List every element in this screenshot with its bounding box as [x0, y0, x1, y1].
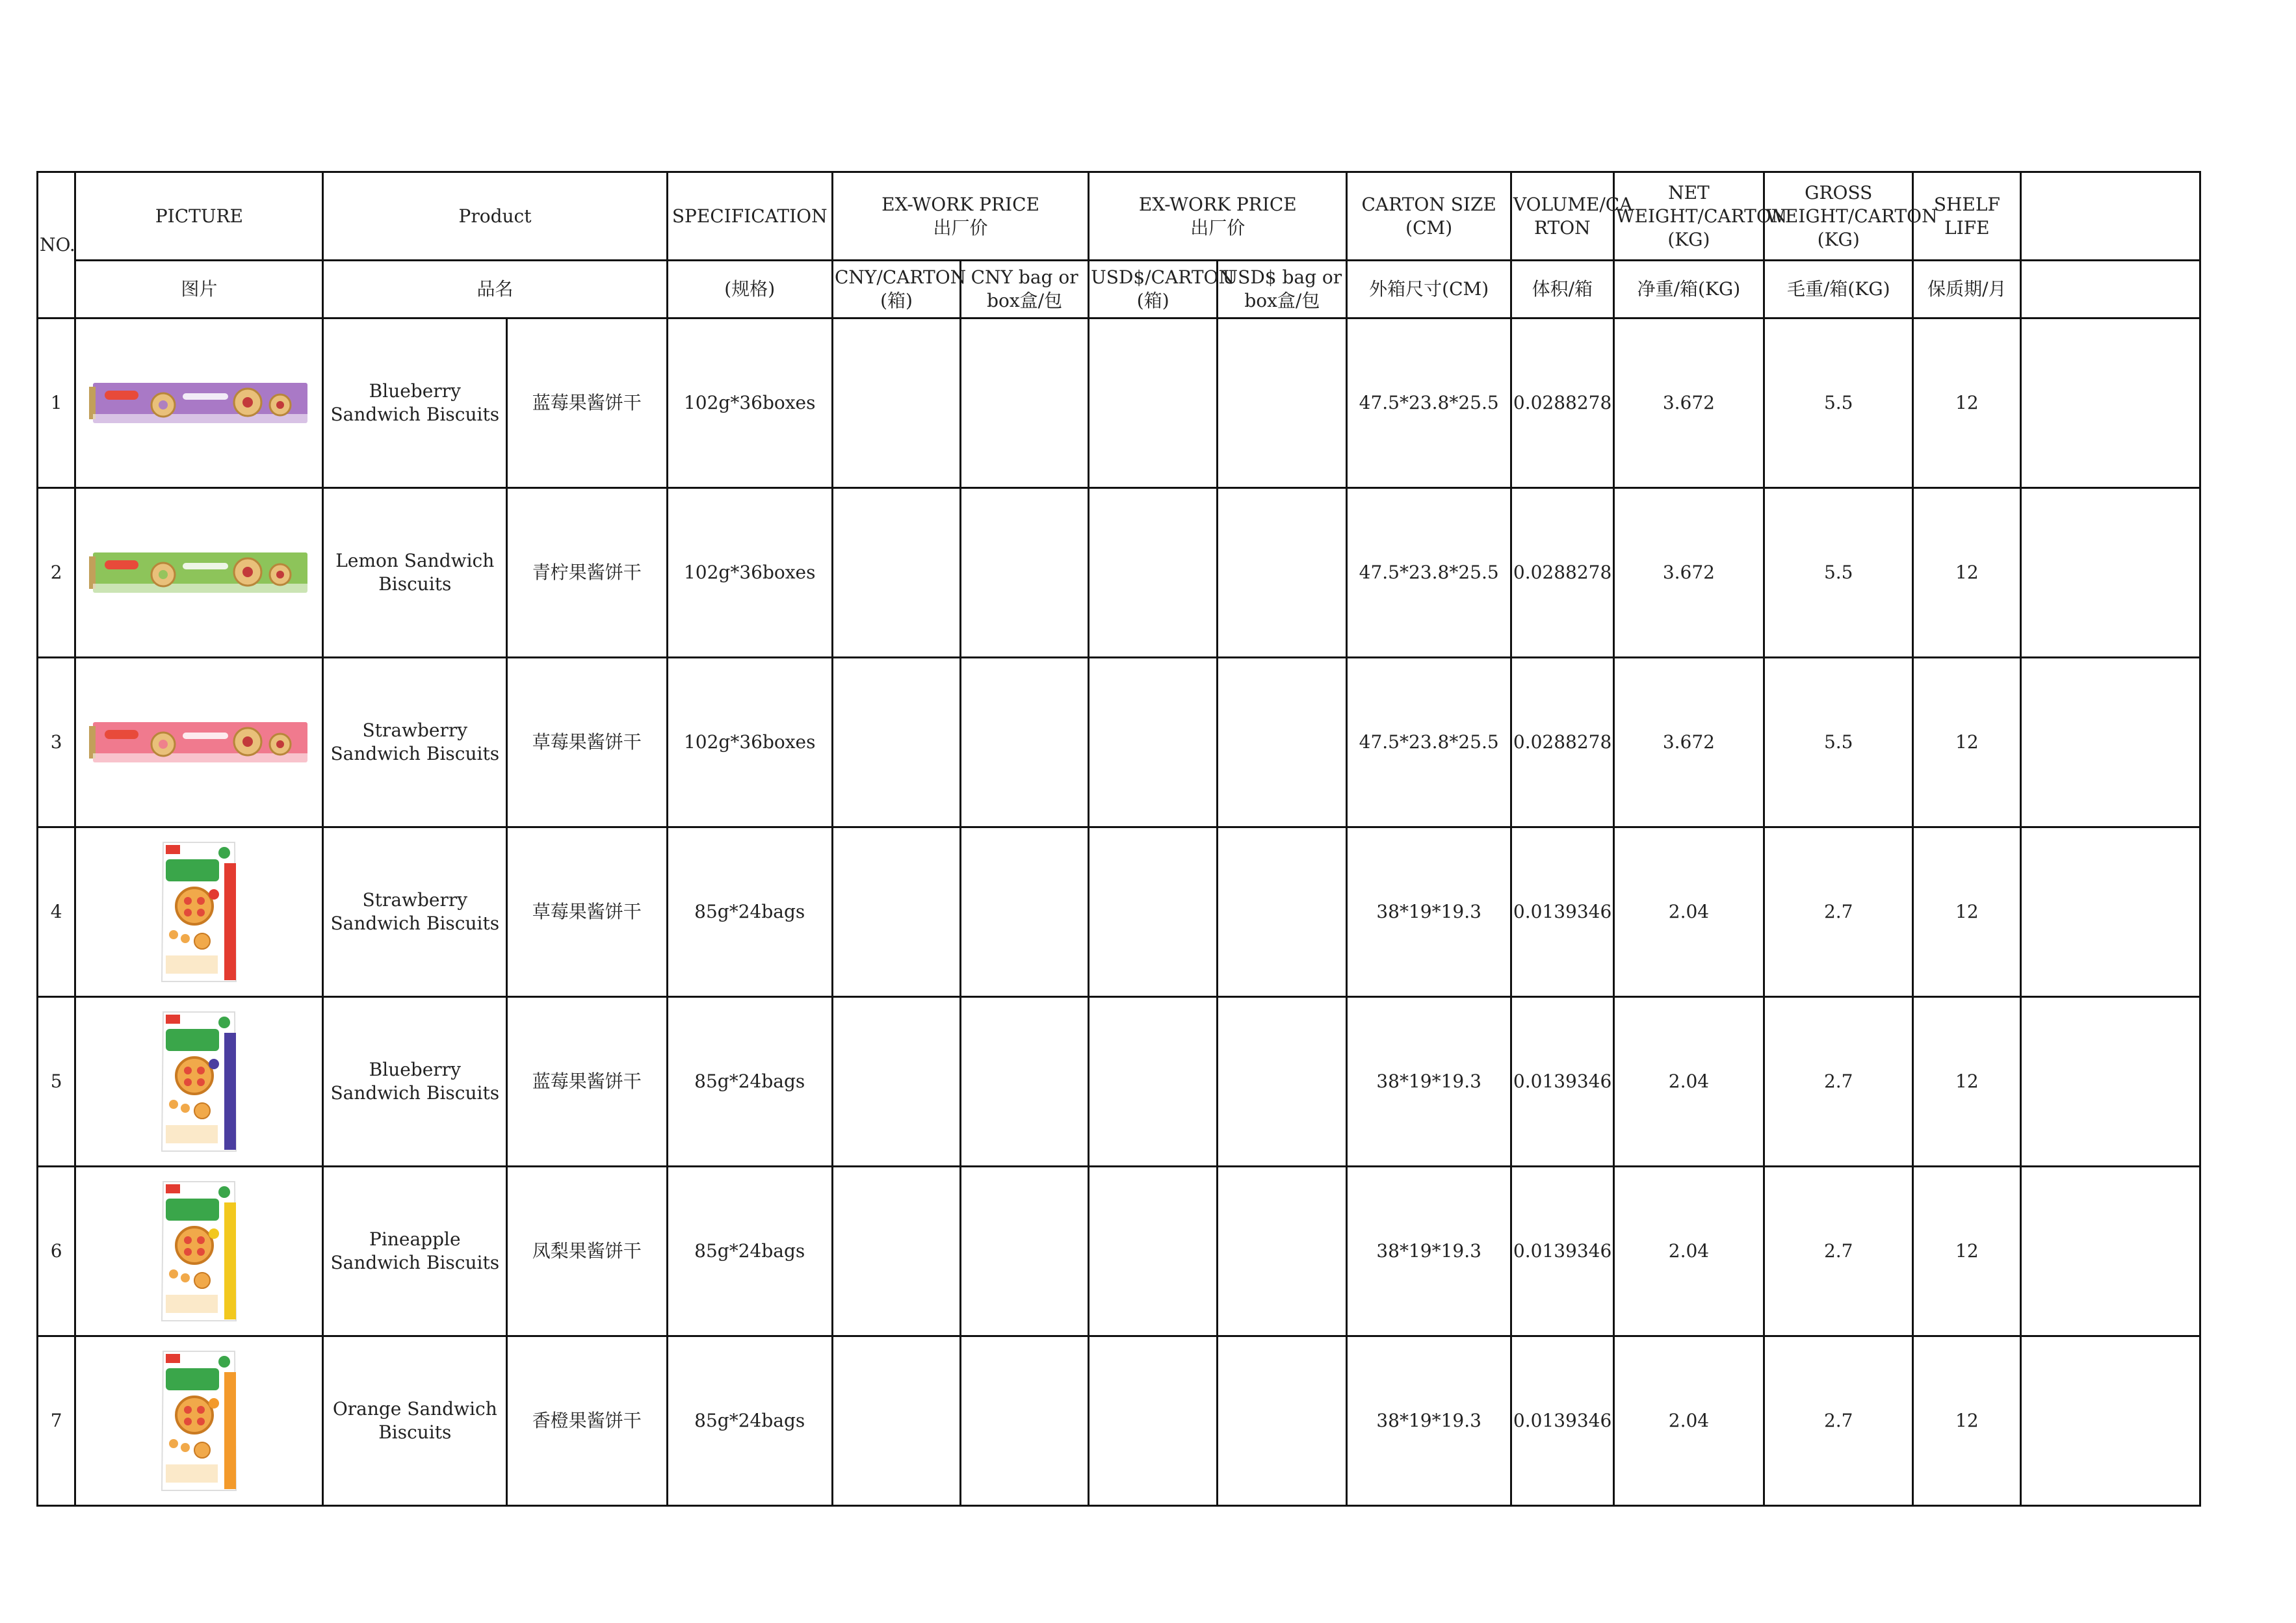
row-shelf-life: 12 — [1913, 318, 2021, 488]
table-row — [38, 997, 2200, 1167]
subheader-usd-bag: USD$ bag or box盒/包 — [1218, 261, 1347, 318]
row-picture — [75, 827, 323, 997]
table-row — [38, 827, 2200, 997]
row-specification: 85g*24bags — [667, 997, 832, 1167]
header-no: NO. — [38, 172, 75, 318]
row-usd-carton — [1089, 997, 1218, 1167]
subheader-volume: 体积/箱 — [1511, 261, 1613, 318]
header-shelf-life: SHELF LIFE — [1913, 172, 2021, 261]
row-usd-bag — [1218, 318, 1347, 488]
row-empty — [2021, 827, 2200, 997]
row-carton-size: 38*19*19.3 — [1347, 1167, 1511, 1336]
row-usd-bag — [1218, 1167, 1347, 1336]
table-row — [38, 658, 2200, 827]
row-specification: 85g*24bags — [667, 1336, 832, 1506]
row-cny-carton — [832, 1167, 960, 1336]
row-carton-size: 38*19*19.3 — [1347, 827, 1511, 997]
subheader-cny-bag: CNY bag or box盒/包 — [961, 261, 1089, 318]
row-picture — [75, 1336, 323, 1506]
row-volume: 0.0139346 — [1511, 827, 1613, 997]
row-usd-carton — [1089, 1167, 1218, 1336]
row-net-weight: 2.04 — [1613, 827, 1764, 997]
row-usd-carton — [1089, 318, 1218, 488]
row-empty — [2021, 1336, 2200, 1506]
row-name-cn: 香橙果酱饼干 — [507, 1336, 667, 1506]
subheader-cny-carton: CNY/CARTON (箱) — [832, 261, 960, 318]
row-no: 4 — [38, 827, 75, 997]
row-no: 6 — [38, 1167, 75, 1336]
row-usd-bag — [1218, 827, 1347, 997]
row-cny-bag — [961, 997, 1089, 1167]
row-cny-carton — [832, 318, 960, 488]
subheader-row — [38, 261, 2200, 318]
row-picture — [75, 1167, 323, 1336]
row-usd-carton — [1089, 1336, 1218, 1506]
subheader-net-weight: 净重/箱(KG) — [1613, 261, 1764, 318]
row-empty — [2021, 488, 2200, 658]
row-carton-size: 47.5*23.8*25.5 — [1347, 488, 1511, 658]
row-net-weight: 3.672 — [1613, 318, 1764, 488]
row-cny-bag — [961, 318, 1089, 488]
row-shelf-life: 12 — [1913, 827, 2021, 997]
row-name-cn: 草莓果酱饼干 — [507, 827, 667, 997]
row-usd-bag — [1218, 997, 1347, 1167]
row-empty — [2021, 1167, 2200, 1336]
row-empty — [2021, 318, 2200, 488]
biscuit-box-image — [85, 713, 313, 772]
row-shelf-life: 12 — [1913, 1336, 2021, 1506]
row-picture — [75, 658, 323, 827]
row-shelf-life: 12 — [1913, 1167, 2021, 1336]
subheader-usd-carton: USD$/CARTON (箱) — [1089, 261, 1218, 318]
row-empty — [2021, 997, 2200, 1167]
row-net-weight: 2.04 — [1613, 1336, 1764, 1506]
row-cny-bag — [961, 1167, 1089, 1336]
row-specification: 85g*24bags — [667, 1167, 832, 1336]
row-gross-weight: 5.5 — [1764, 318, 1913, 488]
row-carton-size: 38*19*19.3 — [1347, 1336, 1511, 1506]
row-usd-carton — [1089, 658, 1218, 827]
row-carton-size: 47.5*23.8*25.5 — [1347, 658, 1511, 827]
row-name-cn: 凤梨果酱饼干 — [507, 1167, 667, 1336]
row-name-en: Blueberry Sandwich Biscuits — [323, 997, 507, 1167]
row-cny-carton — [832, 488, 960, 658]
row-net-weight: 2.04 — [1613, 997, 1764, 1167]
row-carton-size: 38*19*19.3 — [1347, 997, 1511, 1167]
product-rows — [38, 318, 2200, 1506]
header-product: Product — [323, 172, 667, 261]
row-gross-weight: 5.5 — [1764, 658, 1913, 827]
row-gross-weight: 2.7 — [1764, 1167, 1913, 1336]
row-volume: 0.0288278 — [1511, 488, 1613, 658]
row-usd-carton — [1089, 827, 1218, 997]
row-empty — [2021, 658, 2200, 827]
table-row — [38, 1167, 2200, 1336]
subheader-specification: (规格) — [667, 261, 832, 318]
row-picture — [75, 488, 323, 658]
row-name-cn: 蓝莓果酱饼干 — [507, 318, 667, 488]
header-specification: SPECIFICATION — [667, 172, 832, 261]
table-row — [38, 1336, 2200, 1506]
header-picture: PICTURE — [75, 172, 323, 261]
row-gross-weight: 5.5 — [1764, 488, 1913, 658]
row-volume: 0.0139346 — [1511, 997, 1613, 1167]
subheader-gross-weight: 毛重/箱(KG) — [1764, 261, 1913, 318]
biscuit-bag-image — [157, 1176, 241, 1326]
row-specification: 102g*36boxes — [667, 658, 832, 827]
biscuit-bag-image — [157, 1346, 241, 1496]
table-row — [38, 488, 2200, 658]
header-volume: VOLUME/CA RTON — [1511, 172, 1613, 261]
biscuit-bag-image — [157, 837, 241, 987]
subheader-shelf-life: 保质期/月 — [1913, 261, 2021, 318]
row-cny-bag — [961, 1336, 1089, 1506]
biscuit-box-image — [85, 374, 313, 432]
row-picture — [75, 318, 323, 488]
row-volume: 0.0139346 — [1511, 1336, 1613, 1506]
header-gross-weight: GROSS WEIGHT/CARTON (KG) — [1764, 172, 1913, 261]
row-cny-carton — [832, 658, 960, 827]
row-shelf-life: 12 — [1913, 488, 2021, 658]
row-cny-bag — [961, 658, 1089, 827]
row-usd-carton — [1089, 488, 1218, 658]
row-no: 7 — [38, 1336, 75, 1506]
row-no: 2 — [38, 488, 75, 658]
row-name-en: Lemon Sandwich Biscuits — [323, 488, 507, 658]
row-cny-carton — [832, 1336, 960, 1506]
subheader-product: 品名 — [323, 261, 667, 318]
row-carton-size: 47.5*23.8*25.5 — [1347, 318, 1511, 488]
table-row — [38, 318, 2200, 488]
biscuit-bag-image — [157, 1007, 241, 1156]
row-no: 3 — [38, 658, 75, 827]
row-shelf-life: 12 — [1913, 658, 2021, 827]
row-usd-bag — [1218, 658, 1347, 827]
row-cny-bag — [961, 827, 1089, 997]
row-name-cn: 青柠果酱饼干 — [507, 488, 667, 658]
header-net-weight: NET WEIGHT/CARTON (KG) — [1613, 172, 1764, 261]
row-gross-weight: 2.7 — [1764, 1336, 1913, 1506]
row-net-weight: 3.672 — [1613, 488, 1764, 658]
row-name-en: Strawberry Sandwich Biscuits — [323, 658, 507, 827]
row-net-weight: 3.672 — [1613, 658, 1764, 827]
row-cny-carton — [832, 997, 960, 1167]
row-picture — [75, 997, 323, 1167]
row-gross-weight: 2.7 — [1764, 997, 1913, 1167]
row-name-en: Blueberry Sandwich Biscuits — [323, 318, 507, 488]
row-usd-bag — [1218, 1336, 1347, 1506]
header-exwork-usd: EX-WORK PRICE 出厂价 — [1089, 172, 1347, 261]
row-name-cn: 草莓果酱饼干 — [507, 658, 667, 827]
row-name-cn: 蓝莓果酱饼干 — [507, 997, 667, 1167]
biscuit-box-image — [85, 543, 313, 602]
header-exwork-cny: EX-WORK PRICE 出厂价 — [832, 172, 1088, 261]
header-carton-size: CARTON SIZE (CM) — [1347, 172, 1511, 261]
product-price-table — [36, 171, 2201, 1507]
row-shelf-life: 12 — [1913, 997, 2021, 1167]
row-cny-carton — [832, 827, 960, 997]
row-volume: 0.0288278 — [1511, 658, 1613, 827]
row-volume: 0.0288278 — [1511, 318, 1613, 488]
row-volume: 0.0139346 — [1511, 1167, 1613, 1336]
row-name-en: Pineapple Sandwich Biscuits — [323, 1167, 507, 1336]
row-name-en: Strawberry Sandwich Biscuits — [323, 827, 507, 997]
header-empty — [2021, 172, 2200, 261]
subheader-empty — [2021, 261, 2200, 318]
header-row — [38, 172, 2200, 261]
row-no: 1 — [38, 318, 75, 488]
subheader-picture: 图片 — [75, 261, 323, 318]
row-specification: 102g*36boxes — [667, 488, 832, 658]
subheader-carton-size: 外箱尺寸(CM) — [1347, 261, 1511, 318]
row-gross-weight: 2.7 — [1764, 827, 1913, 997]
row-name-en: Orange Sandwich Biscuits — [323, 1336, 507, 1506]
row-cny-bag — [961, 488, 1089, 658]
row-specification: 102g*36boxes — [667, 318, 832, 488]
row-no: 5 — [38, 997, 75, 1167]
row-specification: 85g*24bags — [667, 827, 832, 997]
row-net-weight: 2.04 — [1613, 1167, 1764, 1336]
row-usd-bag — [1218, 488, 1347, 658]
